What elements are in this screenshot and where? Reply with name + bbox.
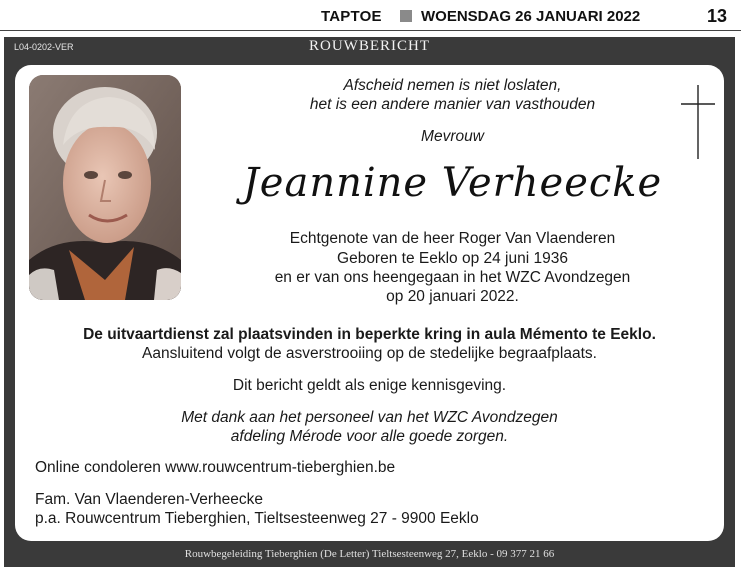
newspaper-masthead <box>0 0 741 31</box>
issue-date: WOENSDAG 26 JANUARI 2022 <box>421 8 641 25</box>
family-name: Fam. Van Vlaenderen-Verheecke <box>35 491 264 508</box>
square-separator-icon <box>400 10 412 22</box>
notice-text: Dit bericht geldt als enige kennisgeving. <box>232 377 507 394</box>
deceased-name: Jeannine Verheecke <box>242 160 663 206</box>
page-number: 13 <box>707 6 728 26</box>
funeral-home-footer: Rouwbegeleiding Tieberghien (De Letter) Tieltsesteenweg 27, Eeklo - 09 377 21 66 <box>184 548 555 560</box>
portrait-photo <box>29 75 181 300</box>
motto-line-1: Afscheid nemen is niet loslaten, <box>343 77 562 94</box>
service-announcement: De uitvaartdienst zal plaatsvinden in beperkte kring in aula Mémento te Eeklo. <box>83 326 656 343</box>
bio-line-3: en er van ons heengegaan in het WZC Avondzegen <box>274 269 631 286</box>
condolences-line: Online condoleren www.rouwcentrum-tieberghien.be <box>35 459 396 476</box>
portrait-illustration <box>29 75 181 300</box>
service-followup: Aansluitend volgt de asverstrooiing op de stedelijke begraafplaats. <box>142 345 597 362</box>
ad-code: L04-0202-VER <box>14 42 74 52</box>
motto-line-2: het is een andere manier van vasthouden <box>309 96 596 113</box>
bio-line-2: Geboren te Eeklo op 24 juni 1936 <box>337 250 568 267</box>
thanks-line-2: afdeling Mérode voor alle goede zorgen. <box>230 428 509 445</box>
obituary-frame <box>4 37 735 567</box>
contact-address: p.a. Rouwcentrum Tieberghien, Tieltsesteenweg 27 - 9900 Eeklo <box>35 510 479 527</box>
bio-line-4: op 20 januari 2022. <box>386 288 519 305</box>
ad-heading: ROUWBERICHT <box>309 38 430 54</box>
honorific: Mevrouw <box>421 128 484 145</box>
thanks-line-1: Met dank aan het personeel van het WZC Avondzegen <box>181 409 558 426</box>
newspaper-name: TAPTOE <box>321 8 382 25</box>
obituary-card <box>15 65 724 541</box>
bio-line-1: Echtgenote van de heer Roger Van Vlaenderen <box>289 230 616 247</box>
